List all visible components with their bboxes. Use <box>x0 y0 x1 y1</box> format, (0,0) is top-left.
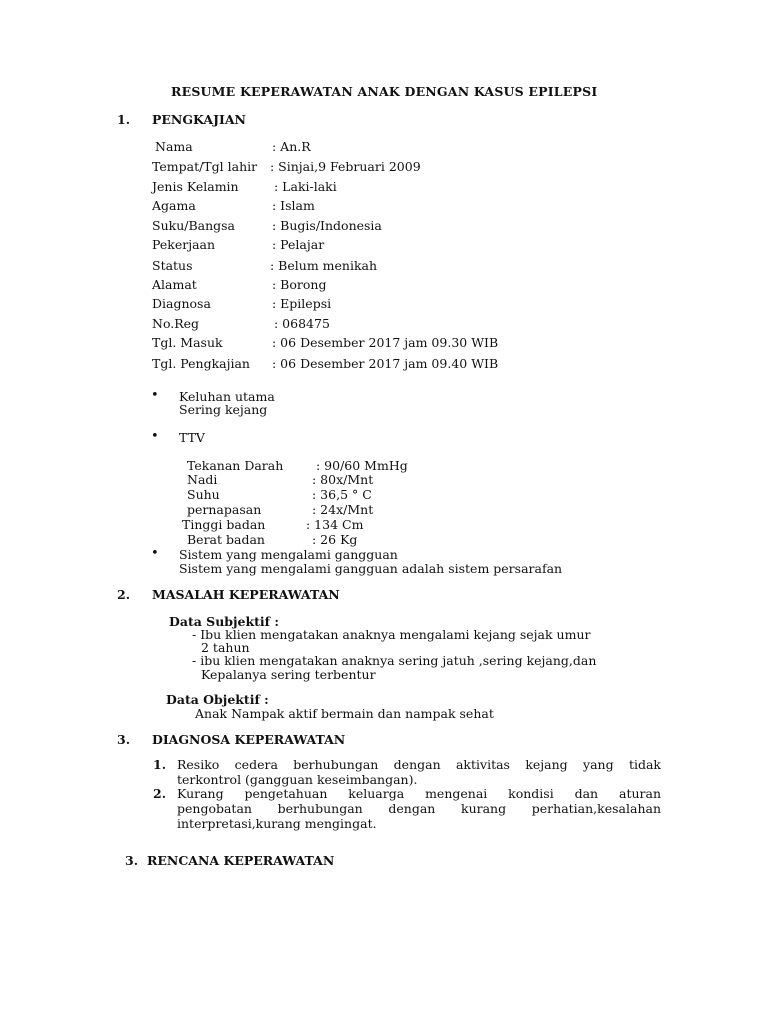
identity-value: : 068475 <box>274 316 330 331</box>
section-title-pengkajian: PENGKAJIAN <box>152 112 246 127</box>
identity-value: : An.R <box>272 139 311 154</box>
ttv-item-label: pernapasan <box>187 502 262 517</box>
ttv-item-value: : 90/60 MmHg <box>316 458 408 473</box>
section-title-masalah: MASALAH KEPERAWATAN <box>152 587 340 602</box>
sistem-label: Sistem yang mengalami gangguan <box>179 547 398 562</box>
data-objektif-label: Data Objektif : <box>166 692 269 707</box>
identity-value: : 06 Desember 2017 jam 09.40 WIB <box>272 356 499 371</box>
ttv-item-value: : 134 Cm <box>306 517 364 532</box>
identity-label: Tgl. Masuk <box>152 335 223 350</box>
identity-value: : Sinjai,9 Februari 2009 <box>270 159 421 174</box>
ttv-item-label: Berat badan <box>187 532 265 547</box>
identity-label: Pekerjaan <box>152 237 216 252</box>
keluhan-value: Sering kejang <box>179 402 268 417</box>
section-title-diagnosa: DIAGNOSA KEPERAWATAN <box>152 732 346 747</box>
section-number: 3. <box>117 732 131 747</box>
identity-value: : Borong <box>272 277 327 292</box>
ttv-item-value: : 36,5 ° C <box>312 487 372 502</box>
section-title-rencana: RENCANA KEPERAWATAN <box>147 853 335 868</box>
bullet-icon: • <box>151 388 159 403</box>
identity-label: No.Reg <box>152 316 200 331</box>
identity-label: Status <box>152 258 193 273</box>
ttv-item-label: Suhu <box>187 487 220 502</box>
section-number: 3. <box>125 853 139 868</box>
identity-label: Alamat <box>152 277 197 292</box>
ttv-item-value: : 24x/Mnt <box>312 502 374 517</box>
ttv-item-label: Tinggi badan <box>182 517 266 532</box>
identity-value: : Pelajar <box>272 237 325 252</box>
identity-label: Jenis Kelamin <box>152 179 239 194</box>
keluhan-label: Keluhan utama <box>179 389 275 404</box>
diagnosa-item-line: Resiko cedera berhubungan dengan aktivitas kejang yang tidak <box>177 757 661 772</box>
section-number: 1. <box>117 112 131 127</box>
identity-value: : Laki-laki <box>274 179 337 194</box>
diagnosa-item-line: terkontrol (gangguan keseimbangan). <box>177 772 418 787</box>
ttv-label: TTV <box>179 430 205 445</box>
identity-label: Agama <box>152 198 196 213</box>
ttv-item-label: Nadi <box>187 472 218 487</box>
subjektif-item: - ibu klien mengatakan anaknya sering jatuh ,sering kejang,dan <box>192 653 597 668</box>
data-subjektif-label: Data Subjektif : <box>169 614 280 629</box>
identity-label: Tempat/Tgl lahir <box>152 159 258 174</box>
identity-value: : Belum menikah <box>270 258 378 273</box>
identity-label: Diagnosa <box>152 296 211 311</box>
bullet-icon: • <box>151 546 159 561</box>
section-number: 2. <box>117 587 131 602</box>
identity-value: : Epilepsi <box>272 296 332 311</box>
document-title: RESUME KEPERAWATAN ANAK DENGAN KASUS EPILEPSI <box>171 84 598 99</box>
objektif-item: Anak Nampak aktif bermain dan nampak sehat <box>195 706 494 721</box>
identity-value: : Islam <box>272 198 315 213</box>
bullet-icon: • <box>151 429 159 444</box>
diagnosa-number: 1. <box>153 757 167 772</box>
diagnosa-item-line: Kurang pengetahuan keluarga mengenai kondisi dan aturan <box>177 786 661 801</box>
identity-label: Suku/Bangsa <box>152 218 236 233</box>
ttv-item-value: : 80x/Mnt <box>312 472 374 487</box>
subjektif-item: - Ibu klien mengatakan anaknya mengalami kejang sejak umur <box>192 627 591 642</box>
ttv-item-value: : 26 Kg <box>312 532 358 547</box>
identity-value: : Bugis/Indonesia <box>272 218 382 233</box>
subjektif-item-cont: Kepalanya sering terbentur <box>201 667 376 682</box>
ttv-item-label: Tekanan Darah <box>187 458 284 473</box>
diagnosa-item-line: pengobatan berhubungan dengan kurang perhatian,kesalahan <box>177 801 661 816</box>
identity-label: Nama <box>155 139 193 154</box>
identity-value: : 06 Desember 2017 jam 09.30 WIB <box>272 335 499 350</box>
diagnosa-number: 2. <box>153 786 167 801</box>
identity-label: Tgl. Pengkajian <box>152 356 250 371</box>
diagnosa-item-line: interpretasi,kurang mengingat. <box>177 816 377 831</box>
subjektif-item-cont: 2 tahun <box>201 640 250 655</box>
sistem-value: Sistem yang mengalami gangguan adalah sistem persarafan <box>179 561 563 576</box>
